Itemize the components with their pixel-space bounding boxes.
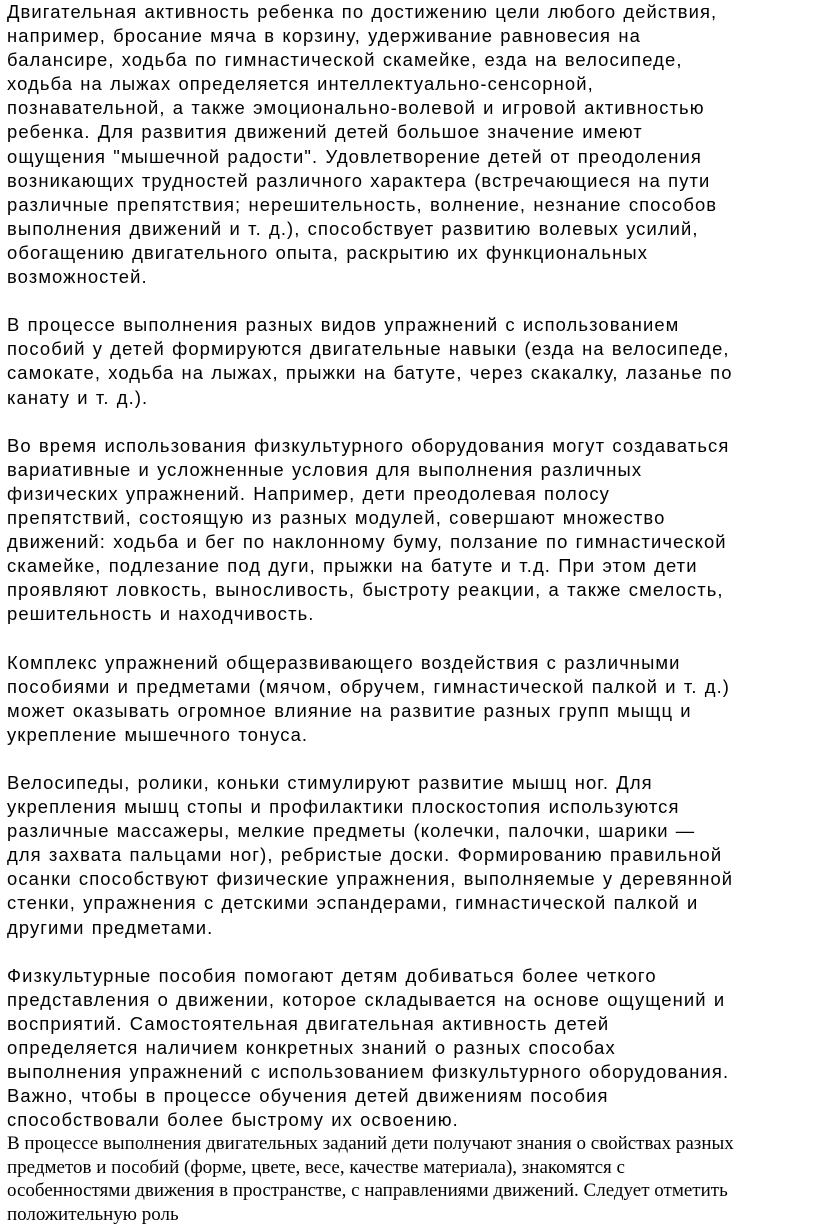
text-line: физических упражнений. Например, дети преодолевая полосу bbox=[7, 482, 610, 504]
text-line: выполнения движений и т. д.), способствует развитию волевых усилий, bbox=[7, 217, 699, 239]
text-line: выполнения упражнений с использованием физкультурного оборудования. bbox=[7, 1061, 730, 1083]
text-line: препятствий, состоящую из разных модулей, совершают множество bbox=[7, 506, 666, 528]
text-line: предметов и пособий (форме, цвете, весе, качестве материала), знакомятся с bbox=[7, 1156, 625, 1178]
text-line: обогащению двигательного опыта, раскрытию их функциональных bbox=[7, 241, 648, 263]
text-line: различные массажеры, мелкие предметы (колечки, палочки, шарики — bbox=[7, 820, 696, 842]
text-line: Физкультурные пособия помогают детям добиваться более четкого bbox=[7, 964, 657, 986]
paragraph-exercise-complex bbox=[7, 651, 813, 747]
text-line: самокате, ходьба на лыжах, прыжки на батуте, через скакалку, лазанье по bbox=[7, 362, 733, 384]
paragraph-spacer bbox=[7, 940, 813, 964]
text-line: укрепление мышечного тонуса. bbox=[7, 723, 309, 745]
text-line: В процессе выполнения разных видов упражнений с использованием bbox=[7, 314, 680, 336]
text-line: Комплекс упражнений общеразвивающего воздействия с различными bbox=[7, 651, 681, 673]
paragraph-knowledge-tail bbox=[7, 1132, 813, 1226]
text-line: познавательной, а также эмоционально-волевой и игровой активностью bbox=[7, 97, 705, 119]
text-line: различные препятствия; нерешительность, волнение, незнание способов bbox=[7, 193, 718, 215]
document-page bbox=[7, 0, 813, 1226]
paragraph-spacer bbox=[7, 747, 813, 771]
text-line: проявляют ловкость, выносливость, быстроту реакции, а также смелость, bbox=[7, 579, 724, 601]
paragraph-equipment-conditions bbox=[7, 434, 813, 627]
text-line: может оказывать огромное влияние на развитие разных групп мыщц и bbox=[7, 699, 692, 721]
paragraph-spacer bbox=[7, 410, 813, 434]
text-line: ребенка. Для развития движений детей большое значение имеют bbox=[7, 121, 643, 143]
text-line: В процессе выполнения двигательных заданий дети получают знания о свойствах разных bbox=[7, 1133, 734, 1155]
text-line: Во время использования физкультурного оборудования могут создаваться bbox=[7, 434, 730, 456]
text-line: решительность и находчивость. bbox=[7, 603, 315, 625]
paragraph-motor-activity bbox=[7, 0, 813, 289]
text-line: определяется наличием конкретных знаний о разных способах bbox=[7, 1037, 616, 1059]
text-line: пособиями и предметами (мячом, обручем, гимнастической палкой и т. д.) bbox=[7, 675, 731, 697]
text-line: балансире, ходьба по гимнастической скамейке, езда на велосипеде, bbox=[7, 49, 683, 71]
text-line: например, бросание мяча в корзину, удерживание равновесия на bbox=[7, 25, 641, 47]
paragraph-leg-muscles bbox=[7, 771, 813, 940]
paragraph-spacer bbox=[7, 289, 813, 313]
text-line: пособий у детей формируются двигательные навыки (езда на велосипеде, bbox=[7, 338, 730, 360]
text-line: канату и т. д.). bbox=[7, 386, 149, 408]
text-line: для захвата пальцами ног), ребристые доски. Формированию правильной bbox=[7, 844, 723, 866]
text-line: ходьба на лыжах определяется интеллектуально-сенсорной, bbox=[7, 73, 594, 95]
text-line: стенки, упражнения с детскими эспандерами, гимнастической палкой и bbox=[7, 892, 699, 914]
text-line: движений: ходьба и бег по наклонному буму, ползание по гимнастической bbox=[7, 531, 727, 553]
text-line: возникающих трудностей различного характера (встречающиеся на пути bbox=[7, 169, 711, 191]
paragraph-sports-aids bbox=[7, 964, 813, 1133]
text-line: укрепления мышц стопы и профилактики плоскостопия используются bbox=[7, 796, 680, 818]
text-line: скамейке, подлезание под дуги, прыжки на батуте и т.д. При этом дети bbox=[7, 555, 698, 577]
text-line: другими предметами. bbox=[7, 916, 214, 938]
text-line: положительную роль bbox=[7, 1203, 179, 1225]
text-line: восприятий. Самостоятельная двигательная активность детей bbox=[7, 1012, 610, 1034]
paragraph-spacer bbox=[7, 626, 813, 650]
paragraph-exercise-skills bbox=[7, 313, 813, 409]
text-line: осанки способствуют физические упражнения, выполняемые у деревянной bbox=[7, 868, 734, 890]
text-line: вариативные и усложненные условия для выполнения различных bbox=[7, 458, 643, 480]
text-line: возможностей. bbox=[7, 266, 148, 288]
text-line: Велосипеды, ролики, коньки стимулируют развитие мышц ног. Для bbox=[7, 772, 653, 793]
text-line: Двигательная активность ребенка по достижению цели любого действия, bbox=[7, 1, 718, 22]
text-line: Важно, чтобы в процессе обучения детей движениям пособия bbox=[7, 1085, 609, 1107]
text-line: представления о движении, которое складывается на основе ощущений и bbox=[7, 988, 726, 1010]
text-line: способствовали более быстрому их освоению. bbox=[7, 1109, 459, 1131]
text-line: особенностями движения в пространстве, с направлениями движений. Следует отметить bbox=[7, 1180, 728, 1202]
text-line: ощущения "мышечной радости". Удовлетворение детей от преодоления bbox=[7, 145, 702, 167]
